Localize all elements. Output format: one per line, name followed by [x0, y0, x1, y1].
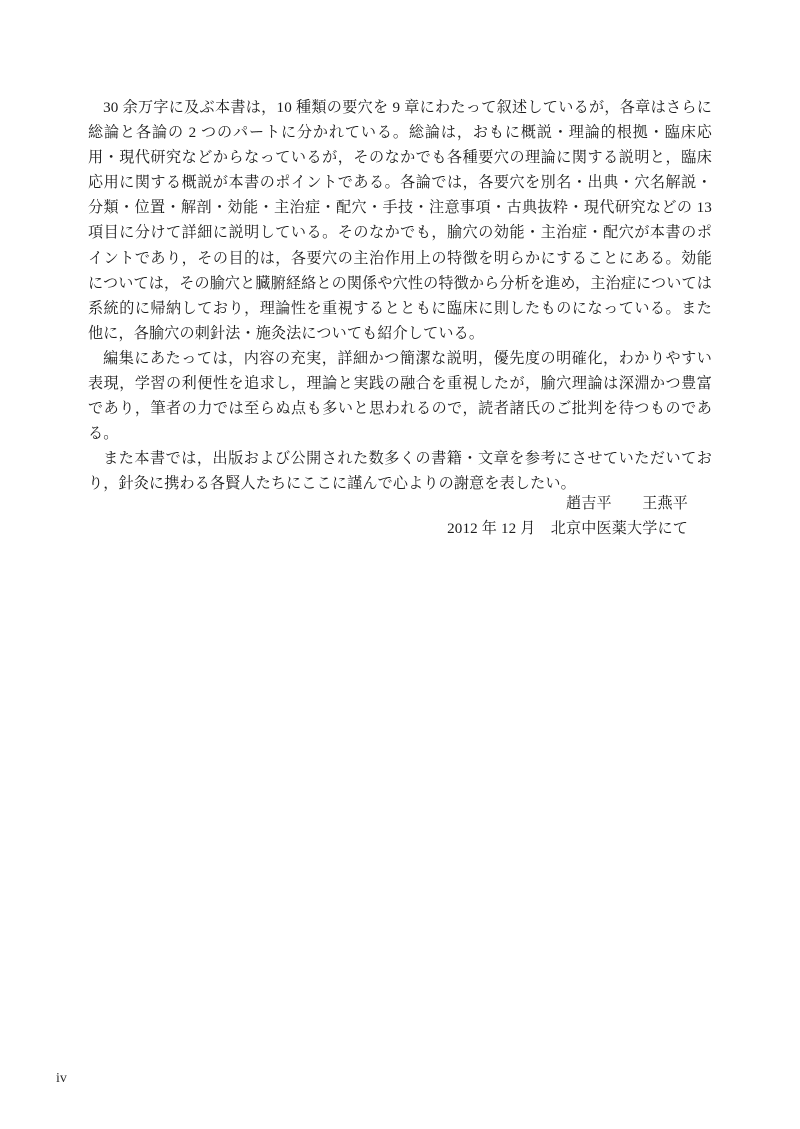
signature-authors: 趙吉平 王燕平 — [566, 496, 688, 512]
signature-date-place: 2012 年 12 月 北京中医薬大学にて — [447, 521, 688, 538]
preface-body — [88, 96, 712, 498]
signature-block — [88, 492, 712, 542]
body-paragraph-1: 30 余万字に及ぶ本書は，10 種類の要穴を 9 章にわたって叙述しているが，各章はさらに総論と各論の 2 つのパートに分かれている。総論は，おもに概説・理論的根拠・臨床応用・現代研究などからなっているが，そのなかでも各種要穴の理論に関する説明と，臨床応用に関する概説が本書のポイントである。各論では，各要穴を別名・出典・穴名解説・分類・位置・解剖・効能・主治症・配穴・手技・注意事項・古典抜粋・現代研究などの 13 項目に分けて詳細に説明している。そのなかでも，腧穴の効能・主治症・配穴が本書のポイントであり，その目的は，各要穴の主治作用上の特徴を明らかにすることにある。効能については，その腧穴と臓腑経絡との関係や穴性の特徴から分析を進め，主治症については系統的に帰納しており，理論性を重視するとともに臨床に則したものになっている。また他に，各腧穴の刺針法・施灸法についても紹介している。 — [88, 100, 712, 342]
body-paragraph-3: また本書では，出版および公開された数多くの書籍・文章を参考にさせていただいており，針灸に携わる各賢人たちにここに謹んで心よりの謝意を表したい。 — [88, 451, 712, 493]
page-number: iv — [56, 1071, 67, 1086]
body-paragraph-2: 編集にあたっては，内容の充実，詳細かつ簡潔な説明，優先度の明確化，わかりやすい表現，学習の利便性を追求し，理論と実践の融合を重視したが，腧穴理論は深淵かつ豊富であり，筆者の力では至らぬ点も多いと思われるので，読者諸氏のご批判を待つものである。 — [88, 350, 712, 443]
